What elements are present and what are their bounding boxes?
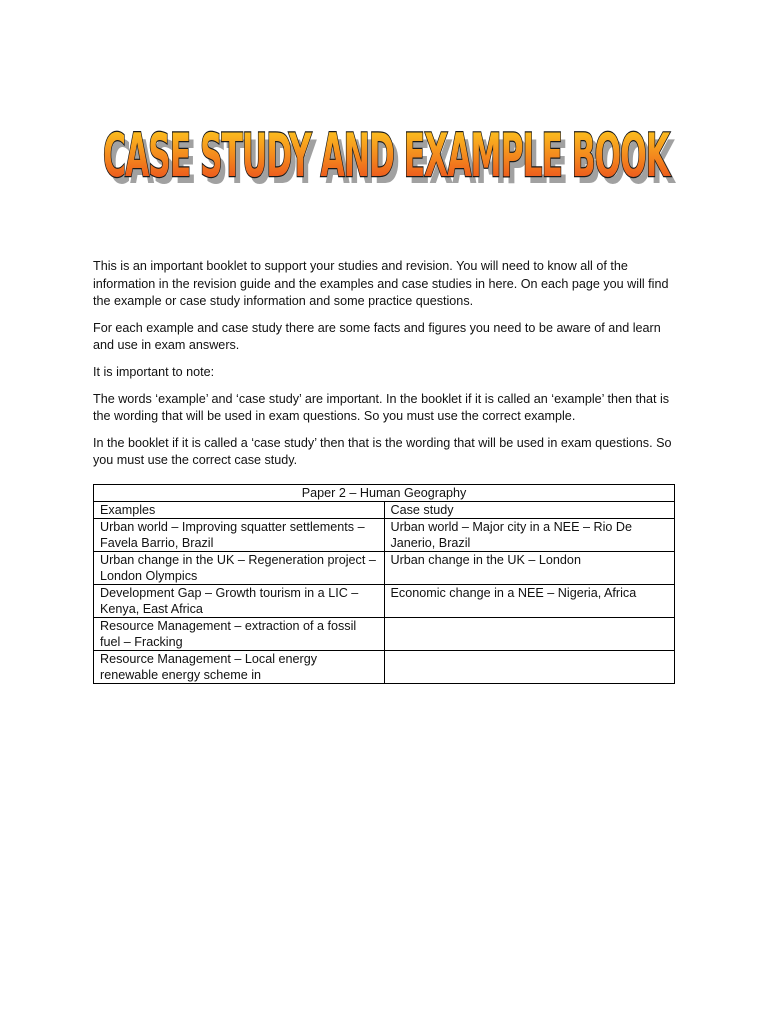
example-cell: Development Gap – Growth tourism in a LIC – Kenya, East Africa — [94, 585, 385, 618]
case-study-cell: Urban change in the UK – London — [384, 552, 675, 585]
example-cell: Resource Management – Local energy renewable energy scheme in — [94, 651, 385, 684]
table-row — [94, 585, 675, 618]
case-study-cell: Urban world – Major city in a NEE – Rio De Janerio, Brazil — [384, 519, 675, 552]
title-banner-graphic — [92, 92, 680, 214]
table-row — [94, 651, 675, 684]
table-header-row — [94, 502, 675, 519]
banner-title: CASE STUDY AND EXAMPLE BOOK — [103, 121, 672, 191]
table-row — [94, 552, 675, 585]
header-examples: Examples — [94, 502, 385, 519]
header-case-study: Case study — [384, 502, 675, 519]
case-study-cell — [384, 618, 675, 651]
table-row — [94, 519, 675, 552]
intro-paragraph: It is important to note: — [93, 364, 215, 379]
intro-paragraph: This is an important booklet to support your studies and revision. You will need to know all of the information in the revision guide and the examples and case studies in here. On each page you will find the example or case study information and some practice questions. — [93, 259, 669, 309]
title-shadow: CASE STUDY AND EXAMPLE BOOK — [108, 128, 677, 198]
topics-table-wrapper — [93, 484, 675, 684]
example-cell: Resource Management – extraction of a fossil fuel – Fracking — [94, 618, 385, 651]
example-cell: Urban change in the UK – Regeneration project – London Olympics — [94, 552, 385, 585]
title-banner — [92, 92, 680, 214]
table-caption-row — [94, 485, 675, 502]
intro-paragraph: For each example and case study there are some facts and figures you need to be aware of and learn and use in exam answers. — [93, 320, 661, 353]
intro-paragraph: The words ‘example’ and ‘case study’ are important. In the booklet if it is called an ‘example’ then that is the wording that will be used in exam questions. So you must use the correct example. — [93, 391, 670, 424]
example-cell: Urban world – Improving squatter settlements – Favela Barrio, Brazil — [94, 519, 385, 552]
topics-table — [93, 484, 675, 684]
case-study-cell: Economic change in a NEE – Nigeria, Africa — [384, 585, 675, 618]
table-caption: Paper 2 – Human Geography — [94, 485, 675, 502]
table-row — [94, 618, 675, 651]
case-study-cell — [384, 651, 675, 684]
intro-paragraph: In the booklet if it is called a ‘case study’ then that is the wording that will be used in exam questions. So you must use the correct case study. — [93, 435, 672, 468]
intro-text — [93, 258, 681, 470]
